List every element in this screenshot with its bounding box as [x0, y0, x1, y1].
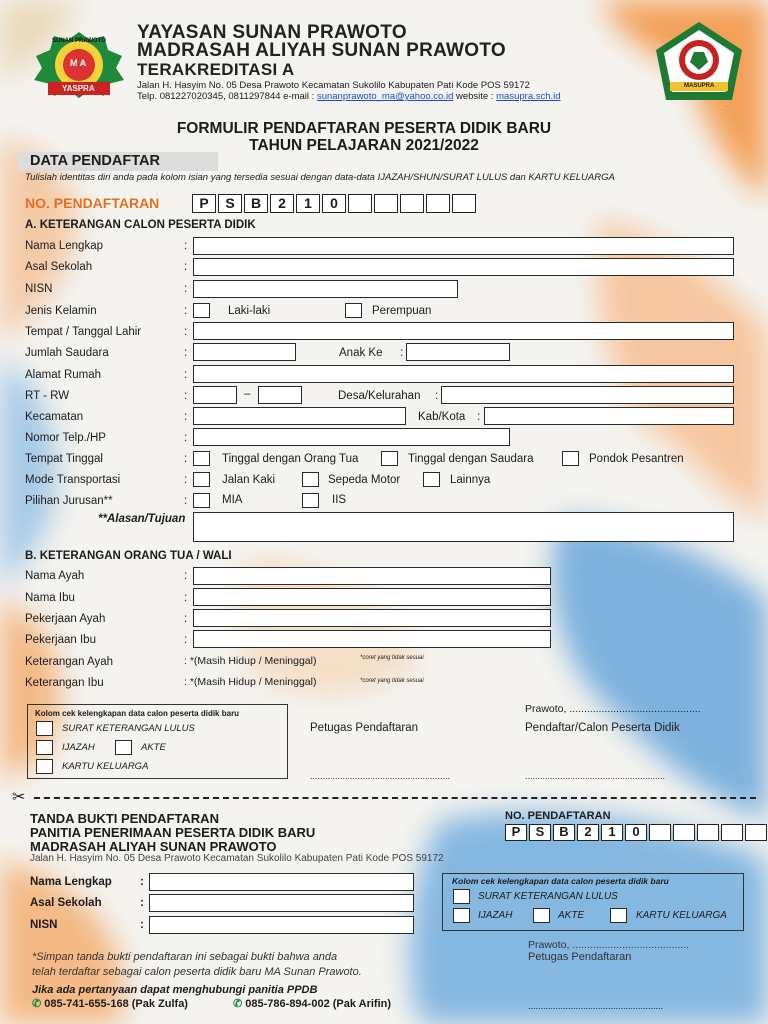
registration-number-box[interactable]: [721, 824, 743, 841]
registration-number-box[interactable]: [745, 824, 767, 841]
receipt-number-boxes[interactable]: [505, 824, 767, 841]
receipt-asal-field[interactable]: [149, 894, 414, 912]
nama-label: Nama Lengkap: [25, 240, 103, 252]
receipt-signature-line: ......................................................: [528, 1001, 664, 1011]
pekerjaan-ayah-label: Pekerjaan Ayah: [25, 613, 106, 625]
jumlah-saudara-field[interactable]: [193, 343, 296, 361]
receipt-address: Jalan H. Hasyim No. 05 Desa Prawoto Kecamatan Sukolilo Kabupaten Pati Kode POS 59172: [30, 853, 444, 864]
nama-ibu-field[interactable]: [193, 588, 551, 606]
akte-label: AKTE: [141, 742, 166, 753]
pekerjaan-ibu-field[interactable]: [193, 630, 551, 648]
receipt-kk-checkbox[interactable]: [610, 908, 627, 923]
alamat-field[interactable]: [193, 365, 734, 383]
registration-number-box[interactable]: 1: [296, 194, 320, 213]
tinggal-saudara-checkbox[interactable]: [381, 451, 398, 466]
nama-ayah-field[interactable]: [193, 567, 551, 585]
registration-number-box[interactable]: [649, 824, 671, 841]
lainnya-label: Lainnya: [450, 474, 491, 486]
anak-ke-label: Anak Ke: [339, 347, 383, 359]
jumlah-saudara-label: Jumlah Saudara: [25, 347, 109, 359]
foundation-name: YAYASAN SUNAN PRAWOTO: [137, 22, 407, 43]
logo-right-text: MASUPRA: [684, 83, 715, 89]
receipt-nama-field[interactable]: [149, 873, 414, 891]
receipt-place-date: Prawoto, ........................................: [528, 939, 690, 951]
sepeda-motor-checkbox[interactable]: [302, 472, 319, 487]
tinggal-orang-tua-checkbox[interactable]: [193, 451, 210, 466]
telp-label: Nomor Telp./HP: [25, 432, 106, 444]
receipt-petugas-label: Petugas Pendaftaran: [528, 951, 632, 963]
scissors-icon: ✂: [12, 789, 26, 806]
receipt-checklist-title: Kolom cek kelengkapan data calon peserta didik baru: [452, 876, 669, 886]
colon: :: [184, 347, 188, 359]
keterangan-ayah-status: : *(Masih Hidup / Meninggal): [184, 655, 317, 667]
rt-field[interactable]: [193, 386, 237, 404]
jalan-kaki-checkbox[interactable]: [193, 472, 210, 487]
registration-number-box[interactable]: P: [192, 194, 216, 213]
registration-number-box[interactable]: B: [244, 194, 268, 213]
colon: :: [184, 411, 188, 423]
keterangan-ibu-status: : *(Masih Hidup / Meninggal): [184, 676, 317, 688]
colon: :: [140, 876, 144, 888]
receipt-asal-label: Asal Sekolah: [30, 897, 102, 909]
akte-checkbox[interactable]: [115, 740, 132, 755]
receipt-school: MADRASAH ALIYAH SUNAN PRAWOTO: [30, 839, 277, 854]
pekerjaan-ibu-label: Pekerjaan Ibu: [25, 634, 96, 646]
registration-number-boxes[interactable]: [192, 194, 476, 213]
registration-number-box[interactable]: [697, 824, 719, 841]
data-pendaftar-heading: DATA PENDAFTAR: [30, 153, 160, 169]
registration-number-box[interactable]: [452, 194, 476, 213]
pendaftar-label: Pendaftar/Calon Peserta Didik: [525, 722, 680, 734]
phone-2-text: 085-786-894-002 (Pak Arifin): [245, 998, 392, 1010]
contact-title: Jika ada pertanyaan dapat menghubungi panitia PPDB: [32, 984, 318, 996]
registration-number-box[interactable]: B: [553, 824, 575, 841]
ttl-field[interactable]: [193, 322, 734, 340]
asal-sekolah-label: Asal Sekolah: [25, 261, 93, 273]
registration-number-box[interactable]: [348, 194, 372, 213]
website-link[interactable]: masupra.sch.id: [496, 91, 561, 102]
colon: :: [184, 634, 188, 646]
receipt-akte-checkbox[interactable]: [533, 908, 550, 923]
registration-number-label: NO. PENDAFTARAN: [25, 195, 160, 211]
registration-number-box[interactable]: 0: [625, 824, 647, 841]
logo-left-top-text: SUNAN PRAWOTO: [52, 38, 106, 44]
section-a-title: A. KETERANGAN CALON PESERTA DIDIK: [25, 219, 256, 231]
registration-number-box[interactable]: S: [529, 824, 551, 841]
alasan-field[interactable]: [193, 512, 734, 542]
kecamatan-field[interactable]: [193, 407, 406, 425]
colon: :: [140, 919, 144, 931]
jenis-kelamin-label: Jenis Kelamin: [25, 305, 97, 317]
receipt-nisn-label: NISN: [30, 919, 58, 931]
laki-laki-checkbox[interactable]: [193, 303, 210, 318]
colon: :: [184, 495, 188, 507]
ttl-label: Tempat / Tanggal Lahir: [25, 326, 142, 338]
coret-note: *coret yang tidak sesuai: [360, 678, 424, 684]
form-year: TAHUN PELAJARAN 2021/2022: [249, 137, 479, 154]
registration-number-box[interactable]: [400, 194, 424, 213]
asal-sekolah-field[interactable]: [193, 258, 734, 276]
lainnya-checkbox[interactable]: [423, 472, 440, 487]
rt-rw-dash: –: [244, 388, 251, 400]
colon: :: [184, 261, 188, 273]
receipt-note-2: telah terdaftar sebagai calon peserta didik baru MA Sunan Prawoto.: [32, 966, 362, 978]
sepeda-motor-label: Sepeda Motor: [328, 474, 401, 486]
anak-ke-field[interactable]: [406, 343, 510, 361]
rt-rw-label: RT - RW: [25, 390, 70, 402]
accreditation: TERAKREDITASI A: [137, 60, 295, 79]
registration-number-box[interactable]: 1: [601, 824, 623, 841]
iis-label: IIS: [332, 494, 347, 506]
mode-transportasi-label: Mode Transportasi: [25, 474, 121, 486]
telp-field[interactable]: [193, 428, 510, 446]
form-instruction: Tulislah identitas diri anda pada kolom isian yang tersedia sesuai dengan data-data IJAZAH/SHUN/SURAT LULUS dan KARTU KELUARGA: [25, 172, 615, 183]
receipt-number-label: NO. PENDAFTARAN: [505, 810, 611, 822]
signature-place-date: Prawoto, .............................................: [525, 703, 701, 715]
kab-kota-label: Kab/Kota: [418, 411, 466, 423]
logo-left-mid-text: M A: [70, 58, 87, 68]
desa-field[interactable]: [441, 386, 734, 404]
tempat-tinggal-label: Tempat Tinggal: [25, 453, 103, 465]
receipt-skl-checkbox[interactable]: [453, 889, 470, 904]
header-contact: [137, 91, 561, 102]
receipt-note-1: *Simpan tanda bukti pendaftaran ini sebagai bukti bahwa anda: [32, 951, 338, 963]
kab-kota-field[interactable]: [484, 407, 734, 425]
colon: :: [184, 570, 188, 582]
nama-field[interactable]: [193, 237, 734, 255]
email-link[interactable]: sunanprawoto_ma@yahoo.co.id: [316, 91, 454, 102]
petugas-label: Petugas Pendaftaran: [310, 722, 419, 734]
colon: :: [140, 897, 144, 909]
receipt-subtitle: PANITIA PENERIMAAN PESERTA DIDIK BARU: [30, 825, 316, 840]
colon: :: [184, 453, 188, 465]
keterangan-ayah-label: Keterangan Ayah: [25, 656, 114, 668]
receipt-nama-label: Nama Lengkap: [30, 876, 112, 888]
colon: :: [184, 390, 188, 402]
kk-label: KARTU KELUARGA: [62, 761, 149, 772]
ijazah-checkbox[interactable]: [36, 740, 53, 755]
header-address: Jalan H. Hasyim No. 05 Desa Prawoto Kecamatan Sukolilo Kabupaten Pati Kode POS 59172: [137, 80, 530, 91]
pondok-pesantren-label: Pondok Pesantren: [589, 453, 684, 465]
pilihan-jurusan-label: Pilihan Jurusan**: [25, 495, 113, 507]
registration-number-box[interactable]: S: [218, 194, 242, 213]
mia-label: MIA: [222, 494, 243, 506]
pondok-pesantren-checkbox[interactable]: [562, 451, 579, 466]
registration-number-box[interactable]: 2: [577, 824, 599, 841]
registration-number-box[interactable]: P: [505, 824, 527, 841]
colon: :: [435, 390, 439, 402]
skl-label: SURAT KETERANGAN LULUS: [62, 723, 195, 734]
ijazah-label: IJAZAH: [62, 742, 95, 753]
colon: :: [477, 411, 481, 423]
logo-left-bottom-text: YASPRA: [62, 84, 95, 93]
nama-ayah-label: Nama Ayah: [25, 570, 85, 582]
contact-phone-2: [233, 997, 391, 1010]
tinggal-saudara-label: Tinggal dengan Saudara: [408, 453, 534, 465]
colon: :: [184, 369, 188, 381]
receipt-kk-label: KARTU KELUARGA: [636, 910, 727, 921]
colon: :: [184, 432, 188, 444]
phone-1-text: 085-741-655-168 (Pak Zulfa): [44, 998, 188, 1010]
checklist-title: Kolom cek kelengkapan data calon peserta didik baru: [35, 709, 240, 718]
receipt-nisn-field[interactable]: [149, 916, 414, 934]
receipt-akte-label: AKTE: [558, 910, 585, 921]
cut-line: [34, 797, 756, 799]
colon: :: [400, 347, 404, 359]
kecamatan-label: Kecamatan: [25, 411, 84, 423]
colon: :: [184, 326, 188, 338]
laki-laki-label: Laki-laki: [228, 305, 271, 317]
rw-field[interactable]: [258, 386, 302, 404]
skl-checkbox[interactable]: [36, 721, 53, 736]
pendaftar-signature-line: ........................................................: [525, 771, 666, 781]
colon: :: [184, 592, 188, 604]
section-b-title: B. KETERANGAN ORANG TUA / WALI: [25, 550, 232, 562]
jalan-kaki-label: Jalan Kaki: [222, 474, 276, 486]
keterangan-ibu-label: Keterangan Ibu: [25, 677, 104, 689]
form-title: FORMULIR PENDAFTARAN PESERTA DIDIK BARU: [176, 120, 552, 137]
nama-ibu-label: Nama Ibu: [25, 592, 75, 604]
desa-label: Desa/Kelurahan: [338, 390, 421, 402]
school-logo-right: [654, 20, 744, 104]
iis-checkbox[interactable]: [302, 493, 319, 508]
contact-phone-1: [32, 997, 188, 1010]
petugas-signature-line: ........................................................: [310, 771, 451, 781]
registration-number-box[interactable]: [374, 194, 398, 213]
colon: :: [184, 283, 188, 295]
receipt-ijazah-checkbox[interactable]: [453, 908, 470, 923]
alamat-label: Alamat Rumah: [25, 369, 102, 381]
tinggal-orang-tua-label: Tinggal dengan Orang Tua: [222, 453, 359, 465]
pekerjaan-ayah-field[interactable]: [193, 609, 551, 627]
registration-number-box[interactable]: 0: [322, 194, 346, 213]
colon: :: [184, 240, 188, 252]
colon: :: [184, 305, 188, 317]
perempuan-checkbox[interactable]: [345, 303, 362, 318]
whatsapp-icon: ✆: [32, 998, 42, 1010]
receipt-skl-label: SURAT KETERANGAN LULUS: [478, 891, 618, 902]
colon: :: [184, 474, 188, 486]
whatsapp-icon: ✆: [233, 998, 243, 1010]
colon: :: [184, 613, 188, 625]
registration-number-box[interactable]: [673, 824, 695, 841]
mia-checkbox[interactable]: [193, 493, 210, 508]
receipt-title: TANDA BUKTI PENDAFTARAN: [30, 811, 219, 826]
nisn-label: NISN: [25, 283, 53, 295]
contact-phones: Telp. 081227020345, 0811297844 e-mail :: [137, 91, 317, 102]
school-name: MADRASAH ALIYAH SUNAN PRAWOTO: [137, 40, 507, 61]
receipt-ijazah-label: IJAZAH: [478, 910, 513, 921]
website-prefix: website :: [453, 91, 497, 102]
nisn-field[interactable]: [193, 280, 458, 298]
registration-number-box[interactable]: 2: [270, 194, 294, 213]
registration-number-box[interactable]: [426, 194, 450, 213]
perempuan-label: Perempuan: [372, 305, 432, 317]
kk-checkbox[interactable]: [36, 759, 53, 774]
coret-note: *coret yang tidak sesuai: [360, 655, 424, 661]
alasan-label: **Alasan/Tujuan: [98, 513, 186, 525]
